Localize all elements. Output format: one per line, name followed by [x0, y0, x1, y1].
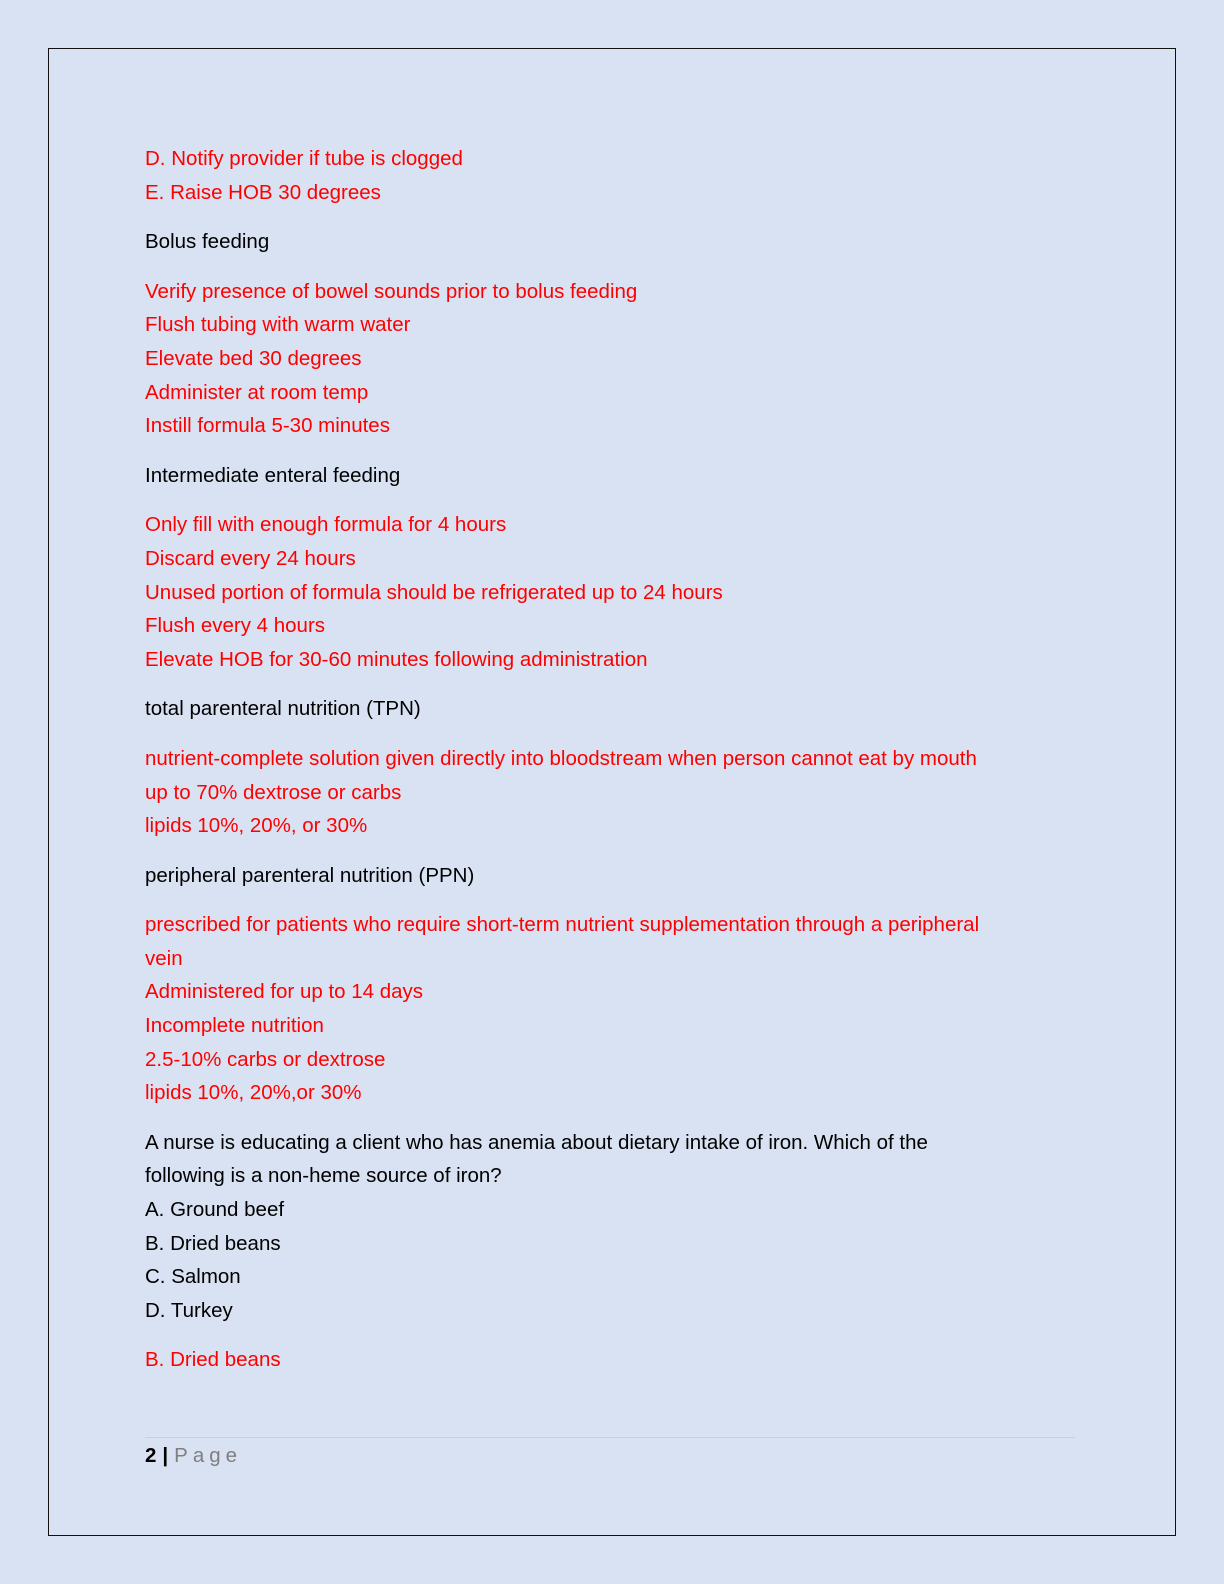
paragraph-spacer	[145, 492, 1085, 508]
paragraph-spacer	[145, 676, 1085, 692]
answer-line: Unused portion of formula should be refrigerated up to 24 hours	[145, 580, 723, 604]
answer-paragraph	[145, 275, 1085, 443]
question-line: C. Salmon	[145, 1265, 241, 1289]
paragraph-spacer	[145, 726, 1085, 742]
question-line: B. Dried beans	[145, 1231, 281, 1255]
question-line: Intermediate enteral feeding	[145, 463, 401, 487]
answer-line: Administer at room temp	[145, 380, 369, 404]
answer-paragraph	[145, 908, 1085, 1110]
answer-line: lipids 10%, 20%, or 30%	[145, 814, 368, 838]
answer-line: E. Raise HOB 30 degrees	[145, 180, 381, 204]
answer-line: Elevate HOB for 30-60 minutes following administration	[145, 647, 648, 671]
answer-line: Incomplete nutrition	[145, 1014, 324, 1038]
answer-line: Elevate bed 30 degrees	[145, 346, 362, 370]
answer-line: lipids 10%, 20%,or 30%	[145, 1081, 362, 1105]
answer-line: vein	[145, 946, 183, 970]
question-line: D. Turkey	[145, 1298, 233, 1322]
answer-paragraph	[145, 1343, 1085, 1377]
paragraph-spacer	[145, 892, 1085, 908]
question-line: A. Ground beef	[145, 1198, 285, 1222]
answer-line: B. Dried beans	[145, 1348, 281, 1372]
answer-line: Only fill with enough formula for 4 hours	[145, 513, 507, 537]
answer-paragraph	[145, 142, 1085, 209]
answer-line: prescribed for patients who require short-term nutrient supplementation through a peripheral	[145, 913, 980, 937]
question-paragraph	[145, 1126, 1085, 1328]
paragraph-spacer	[145, 443, 1085, 459]
question-paragraph	[145, 225, 1085, 259]
answer-line: Instill formula 5-30 minutes	[145, 414, 390, 438]
question-line: following is a non-heme source of iron?	[145, 1164, 502, 1188]
answer-line: Flush tubing with warm water	[145, 313, 411, 337]
footer-separator: |	[162, 1444, 169, 1467]
page-content	[145, 142, 1085, 1377]
answer-line: nutrient-complete solution given directly into bloodstream when person cannot eat by mouth	[145, 746, 977, 770]
footer-page-label: Page	[174, 1444, 243, 1467]
question-line: A nurse is educating a client who has anemia about dietary intake of iron. Which of the	[145, 1130, 928, 1154]
answer-line: Flush every 4 hours	[145, 614, 326, 638]
question-line: total parenteral nutrition (TPN)	[145, 697, 421, 721]
paragraph-spacer	[145, 1110, 1085, 1126]
footer-page-indicator	[145, 1440, 1075, 1472]
paragraph-spacer	[145, 209, 1085, 225]
question-line: Bolus feeding	[145, 230, 270, 254]
page-footer	[145, 1437, 1075, 1472]
answer-line: Discard every 24 hours	[145, 546, 356, 570]
answer-paragraph	[145, 508, 1085, 676]
question-paragraph	[145, 692, 1085, 726]
answer-line: Verify presence of bowel sounds prior to bolus feeding	[145, 279, 638, 303]
question-line: peripheral parenteral nutrition (PPN)	[145, 863, 475, 887]
paragraph-spacer	[145, 1327, 1085, 1343]
answer-line: up to 70% dextrose or carbs	[145, 780, 402, 804]
paragraph-spacer	[145, 259, 1085, 275]
document-page	[48, 48, 1176, 1536]
answer-paragraph	[145, 742, 1085, 843]
answer-line: Administered for up to 14 days	[145, 980, 424, 1004]
answer-line: D. Notify provider if tube is clogged	[145, 147, 463, 170]
question-paragraph	[145, 859, 1085, 893]
footer-divider	[145, 1437, 1075, 1438]
paragraph-spacer	[145, 843, 1085, 859]
question-paragraph	[145, 459, 1085, 493]
answer-line: 2.5-10% carbs or dextrose	[145, 1047, 386, 1071]
footer-page-number: 2	[145, 1444, 157, 1467]
